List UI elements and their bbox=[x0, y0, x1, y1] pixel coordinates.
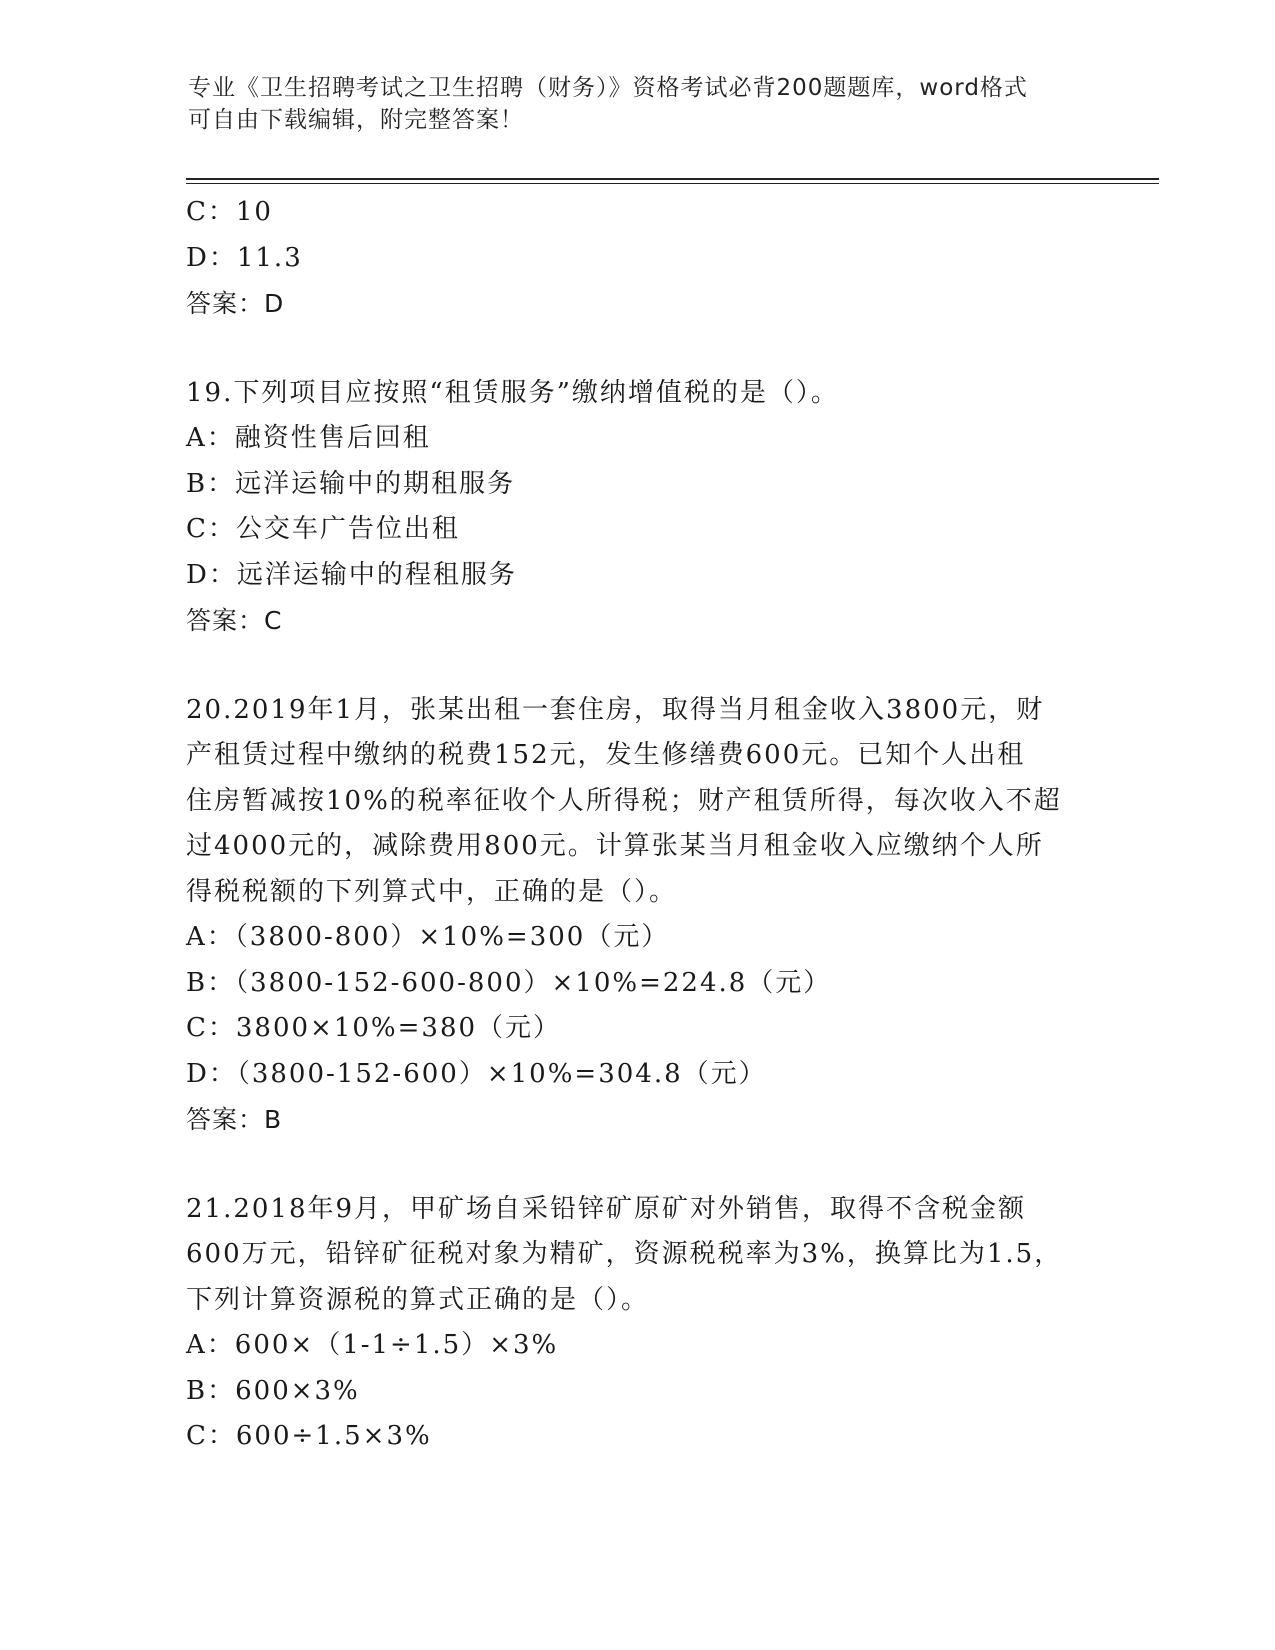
option-c: C：10 bbox=[186, 197, 273, 227]
answer-line: 答案：C bbox=[186, 606, 283, 635]
question-stem-line-3: 住房暂减按10%的税率征收个人所得税；财产租赁所得，每次收入不超 bbox=[186, 785, 1062, 816]
option-b: B：600×3% bbox=[186, 1375, 360, 1406]
question-stem-line-2: 600万元，铅锌矿征税对象为精矿，资源税税率为3%，换算比为1.5， bbox=[186, 1239, 1063, 1269]
spacer bbox=[186, 1143, 1086, 1187]
question-stem-line-1: 20.2019年1月，张某出租一套住房，取得当月租金收入3800元，财 bbox=[186, 694, 1045, 725]
option-b: B：（3800-152-600-800）×10%=224.8（元） bbox=[186, 967, 832, 998]
answer-line: 答案：D bbox=[186, 289, 285, 318]
option-a: A：600×（1-1÷1.5）×3% bbox=[186, 1330, 559, 1360]
page-header bbox=[188, 72, 1078, 136]
question-stem-line-2: 产租赁过程中缴纳的税费152元，发生修缮费600元。已知个人出租 bbox=[186, 740, 1026, 770]
question-21 bbox=[186, 1187, 1086, 1460]
question-stem: 19.下列项目应按照“租赁服务”缴纳增值税的是（）。 bbox=[186, 377, 839, 408]
question-content bbox=[186, 190, 1086, 1460]
spacer bbox=[186, 327, 1086, 371]
option-d: D：11.3 bbox=[186, 242, 303, 273]
question-stem-line-5: 得税税额的下列算式中，正确的是（）。 bbox=[186, 876, 678, 907]
question-stem-line-1: 21.2018年9月，甲矿场自采铅锌矿原矿对外销售，取得不含税金额 bbox=[186, 1193, 1027, 1224]
question-stem-line-4: 过4000元的，减除费用800元。计算张某当月租金收入应缴纳个人所 bbox=[186, 831, 1044, 861]
spacer bbox=[186, 644, 1086, 688]
option-a: A：（3800-800）×10%=300（元） bbox=[186, 922, 670, 952]
option-d: D：远洋运输中的程租服务 bbox=[186, 559, 517, 590]
option-d: D：（3800-152-600）×10%=304.8（元） bbox=[186, 1058, 767, 1089]
option-c: C：3800×10%=380（元） bbox=[186, 1013, 562, 1043]
option-b: B：远洋运输中的期租服务 bbox=[186, 468, 516, 499]
question-19 bbox=[186, 371, 1086, 644]
header-title-line-1: 专业《卫生招聘考试之卫生招聘（财务）》资格考试必背200题题库，word格式 bbox=[188, 75, 1028, 101]
answer-line: 答案：B bbox=[186, 1105, 283, 1134]
option-c: C：600÷1.5×3% bbox=[186, 1421, 432, 1451]
question-20 bbox=[186, 688, 1086, 1143]
prev-question-block bbox=[186, 190, 1086, 327]
option-c: C：公交车广告位出租 bbox=[186, 514, 460, 544]
header-title-line-2: 可自由下载编辑，附完整答案！ bbox=[188, 107, 524, 133]
header-divider-thick bbox=[186, 178, 1159, 180]
option-a: A：融资性售后回租 bbox=[186, 423, 431, 453]
question-stem-line-3: 下列计算资源税的算式正确的是（）。 bbox=[186, 1284, 650, 1315]
header-divider-thin bbox=[186, 183, 1159, 184]
